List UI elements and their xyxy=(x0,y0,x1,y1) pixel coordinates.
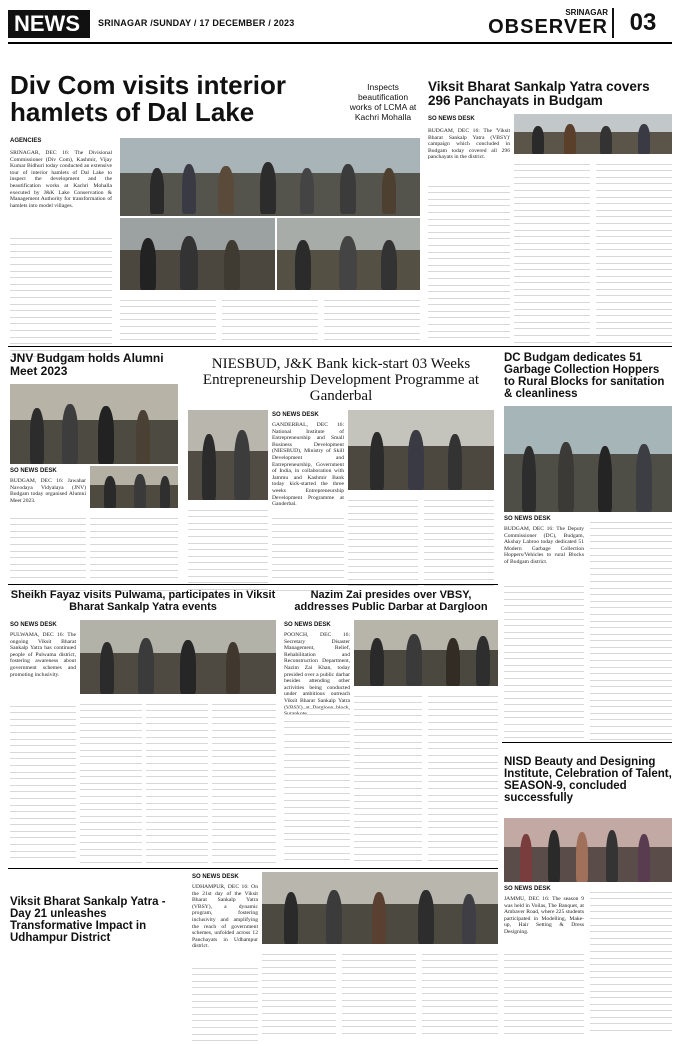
udhampur-col1-lines xyxy=(192,962,258,1041)
logo-big-text: OBSERVER xyxy=(488,16,608,38)
udhampur-col2-lines xyxy=(262,948,336,1034)
udhampur-col4-lines xyxy=(422,948,498,1034)
viksit-budgam-col3-lines xyxy=(596,158,672,343)
dc-budgam-col1-lines xyxy=(504,580,584,738)
niesbud-photo-left xyxy=(188,410,268,500)
dc-budgam-headline: DC Budgam dedicates 51 Garbage Collection Hoppers to Rural Blocks for sanitation & cleanliness xyxy=(504,352,665,401)
divcom-col3-lines xyxy=(222,294,318,347)
divcom-col4-lines xyxy=(324,294,420,347)
jnv-photo-small xyxy=(90,466,178,508)
pulwama-col1-lines xyxy=(10,700,76,858)
niesbud-col3-lines xyxy=(348,494,418,586)
nisd-lead: JAMMU, DEC 16: The season 9 was held in Voilas, The Banquet, at Ambaver Road, where 225 students participated in Modelling, Make-up, Hair Setting & Dress Designing. xyxy=(504,896,585,935)
divcom-col2-lines xyxy=(120,294,216,347)
udhampur-photo xyxy=(262,872,498,944)
niesbud-photo-right xyxy=(348,410,494,490)
nisd-col2-lines xyxy=(590,886,672,1031)
jnv-lead: BUDGAM, DEC 16: Jawahar Navodaya Vidyalaya (JNV) Budgam today organised Alumni Meet 2023. xyxy=(10,478,86,504)
pulwama-headline: Sheikh Fayaz visits Pulwama, participates in Viksit Bharat Sankalp Yatra events xyxy=(10,589,276,613)
niesbud-lead: GANDERBAL, DEC 16: National Institute of Entrepreneurship and Small Business Development (NIESBUD), Ministry of Skill Development and Entrepreneurship, Government of India, in collaboration with Jammu and Kashmir Bank today kick-started the three weeks Entrepreneurship Development Programme at Ganderbal. xyxy=(272,422,344,508)
niesbud-col2-lines xyxy=(272,512,344,591)
pulwama-col2-lines xyxy=(80,698,142,863)
jnv-byline: SO NEWS DESK xyxy=(10,468,57,474)
jnv-col2-lines xyxy=(90,512,178,591)
viksit-budgam-photo xyxy=(514,114,672,154)
pulwama-col4-lines xyxy=(212,698,276,863)
viksit-budgam-lead: BUDGAM, DEC 16: The 'Viksit Bharat Sankalp Yatra (VBSY)' campaign which concluded in Budgam today covered all 296 panchayats in the district. xyxy=(428,128,510,161)
nisd-byline: SO NEWS DESK xyxy=(504,886,551,892)
niesbud-col4-lines xyxy=(424,494,494,586)
section-rule-2 xyxy=(8,584,498,585)
divcom-photo-left xyxy=(120,218,275,290)
divcom-headline: Div Com visits interior hamlets of Dal Lake xyxy=(10,70,286,128)
nazim-col1-lines xyxy=(284,702,350,860)
nazim-photo xyxy=(354,620,498,686)
nisd-top-rule xyxy=(502,742,672,743)
nazim-col3-lines xyxy=(428,690,498,861)
viksit-budgam-col2-lines xyxy=(514,158,590,343)
page-number: 03 xyxy=(612,8,672,38)
nazim-lead: POONCH, DEC 16: Secretary Disaster Management, Relief, Rehabilitation and Reconstruction Department, Nazim Zai Khan, today presided over a public darbar besides attending other activities being conducted under ambitious outreach Viksit Bharat Sankalp Yatra (VBSY) at Dargloon block, Surankote. xyxy=(284,632,350,718)
viksit-budgam-col1-lines xyxy=(428,180,510,338)
niesbud-headline: NIESBUD, J&K Bank kick-start 03 Weeks Entrepreneurship Development Programme at Ganderbal xyxy=(202,356,480,404)
divcom-lead: SRINAGAR, DEC 16: The Divisional Commissioner (Div Com), Kashmir, Vijay Kumar Bidhuri today conducted an extensive tour of interior hamlets of Dal Lake to inspect the development and the beautification works at Kachri Mohalla executed by J&K Lake Conservation & Management Authority for transformation of hamlets into model villages. xyxy=(10,150,112,209)
nazim-col2-lines xyxy=(354,690,422,861)
udhampur-byline: SO NEWS DESK xyxy=(192,874,239,880)
viksit-budgam-byline: SO NEWS DESK xyxy=(428,116,475,122)
viksit-budgam-headline: Viksit Bharat Sankalp Yatra covers 296 Panchayats in Budgam xyxy=(428,79,650,109)
dc-budgam-lead: BUDGAM, DEC 16: The Deputy Commissioner (DC), Budgam, Akshay Labroo today dedicated 51 Modern Garbage Collection Hoppers/Vehicles to rural Blocks of Budgam district. xyxy=(504,526,584,565)
pulwama-lead: PULWAMA, DEC 16: The ongoing Viksit Bharat Sankalp Yatra has continued people of Pulwama district, fostering awareness about government schemes and promoting inclusivity. xyxy=(10,632,76,678)
divcom-photo-top xyxy=(120,138,420,216)
pulwama-byline: SO NEWS DESK xyxy=(10,622,57,628)
divcom-side-note: Inspects beautification works of LCMA at Kachri Mohalla xyxy=(349,82,417,122)
divcom-byline: AGENCIES xyxy=(10,138,42,144)
dc-budgam-col2-lines xyxy=(590,516,672,740)
nisd-col1-lines xyxy=(504,948,584,1034)
dc-budgam-photo xyxy=(504,406,672,512)
niesbud-col1-lines xyxy=(188,504,268,590)
nazim-byline: SO NEWS DESK xyxy=(284,622,331,628)
masthead-rule xyxy=(8,42,672,44)
jnv-photo xyxy=(10,384,178,464)
nazim-headline: Nazim Zai presides over VBSY, addresses Public Darbar at Dargloon xyxy=(294,589,488,613)
nisd-photo xyxy=(504,818,672,882)
nisd-headline: NISD Beauty and Designing Institute, Celebration of Talent, SEASON-9, concluded successfully xyxy=(504,756,672,805)
newspaper-logo xyxy=(488,8,608,38)
logo-small-text: SRINAGAR xyxy=(565,8,608,17)
udhampur-lead: UDHAMPUR, DEC 16: On the 21st day of the Viksit Bharat Sankalp Yatra (VBSY), a dynamic program, fostering inclusivity and amplifying the reach of government schemes, unfolded across 12 Panchayats in Udhampur district. xyxy=(192,884,258,950)
divcom-photo-right xyxy=(277,218,420,290)
pulwama-col3-lines xyxy=(146,698,208,863)
jnv-col1-lines xyxy=(10,512,86,591)
section-label: NEWS xyxy=(8,10,90,38)
dateline: SRINAGAR /SUNDAY / 17 DECEMBER / 2023 xyxy=(98,18,295,28)
divcom-body-lines xyxy=(10,232,112,357)
pulwama-photo xyxy=(80,620,276,694)
udhampur-col3-lines xyxy=(342,948,416,1034)
section-rule-1 xyxy=(8,346,672,347)
dc-budgam-byline: SO NEWS DESK xyxy=(504,516,551,522)
jnv-headline: JNV Budgam holds Alumni Meet 2023 xyxy=(10,351,164,378)
section-rule-3 xyxy=(8,868,498,869)
niesbud-byline: SO NEWS DESK xyxy=(272,412,319,418)
udhampur-headline: Viksit Bharat Sankalp Yatra - Day 21 unleashes Transformative Impact in Udhampur District xyxy=(10,896,166,945)
